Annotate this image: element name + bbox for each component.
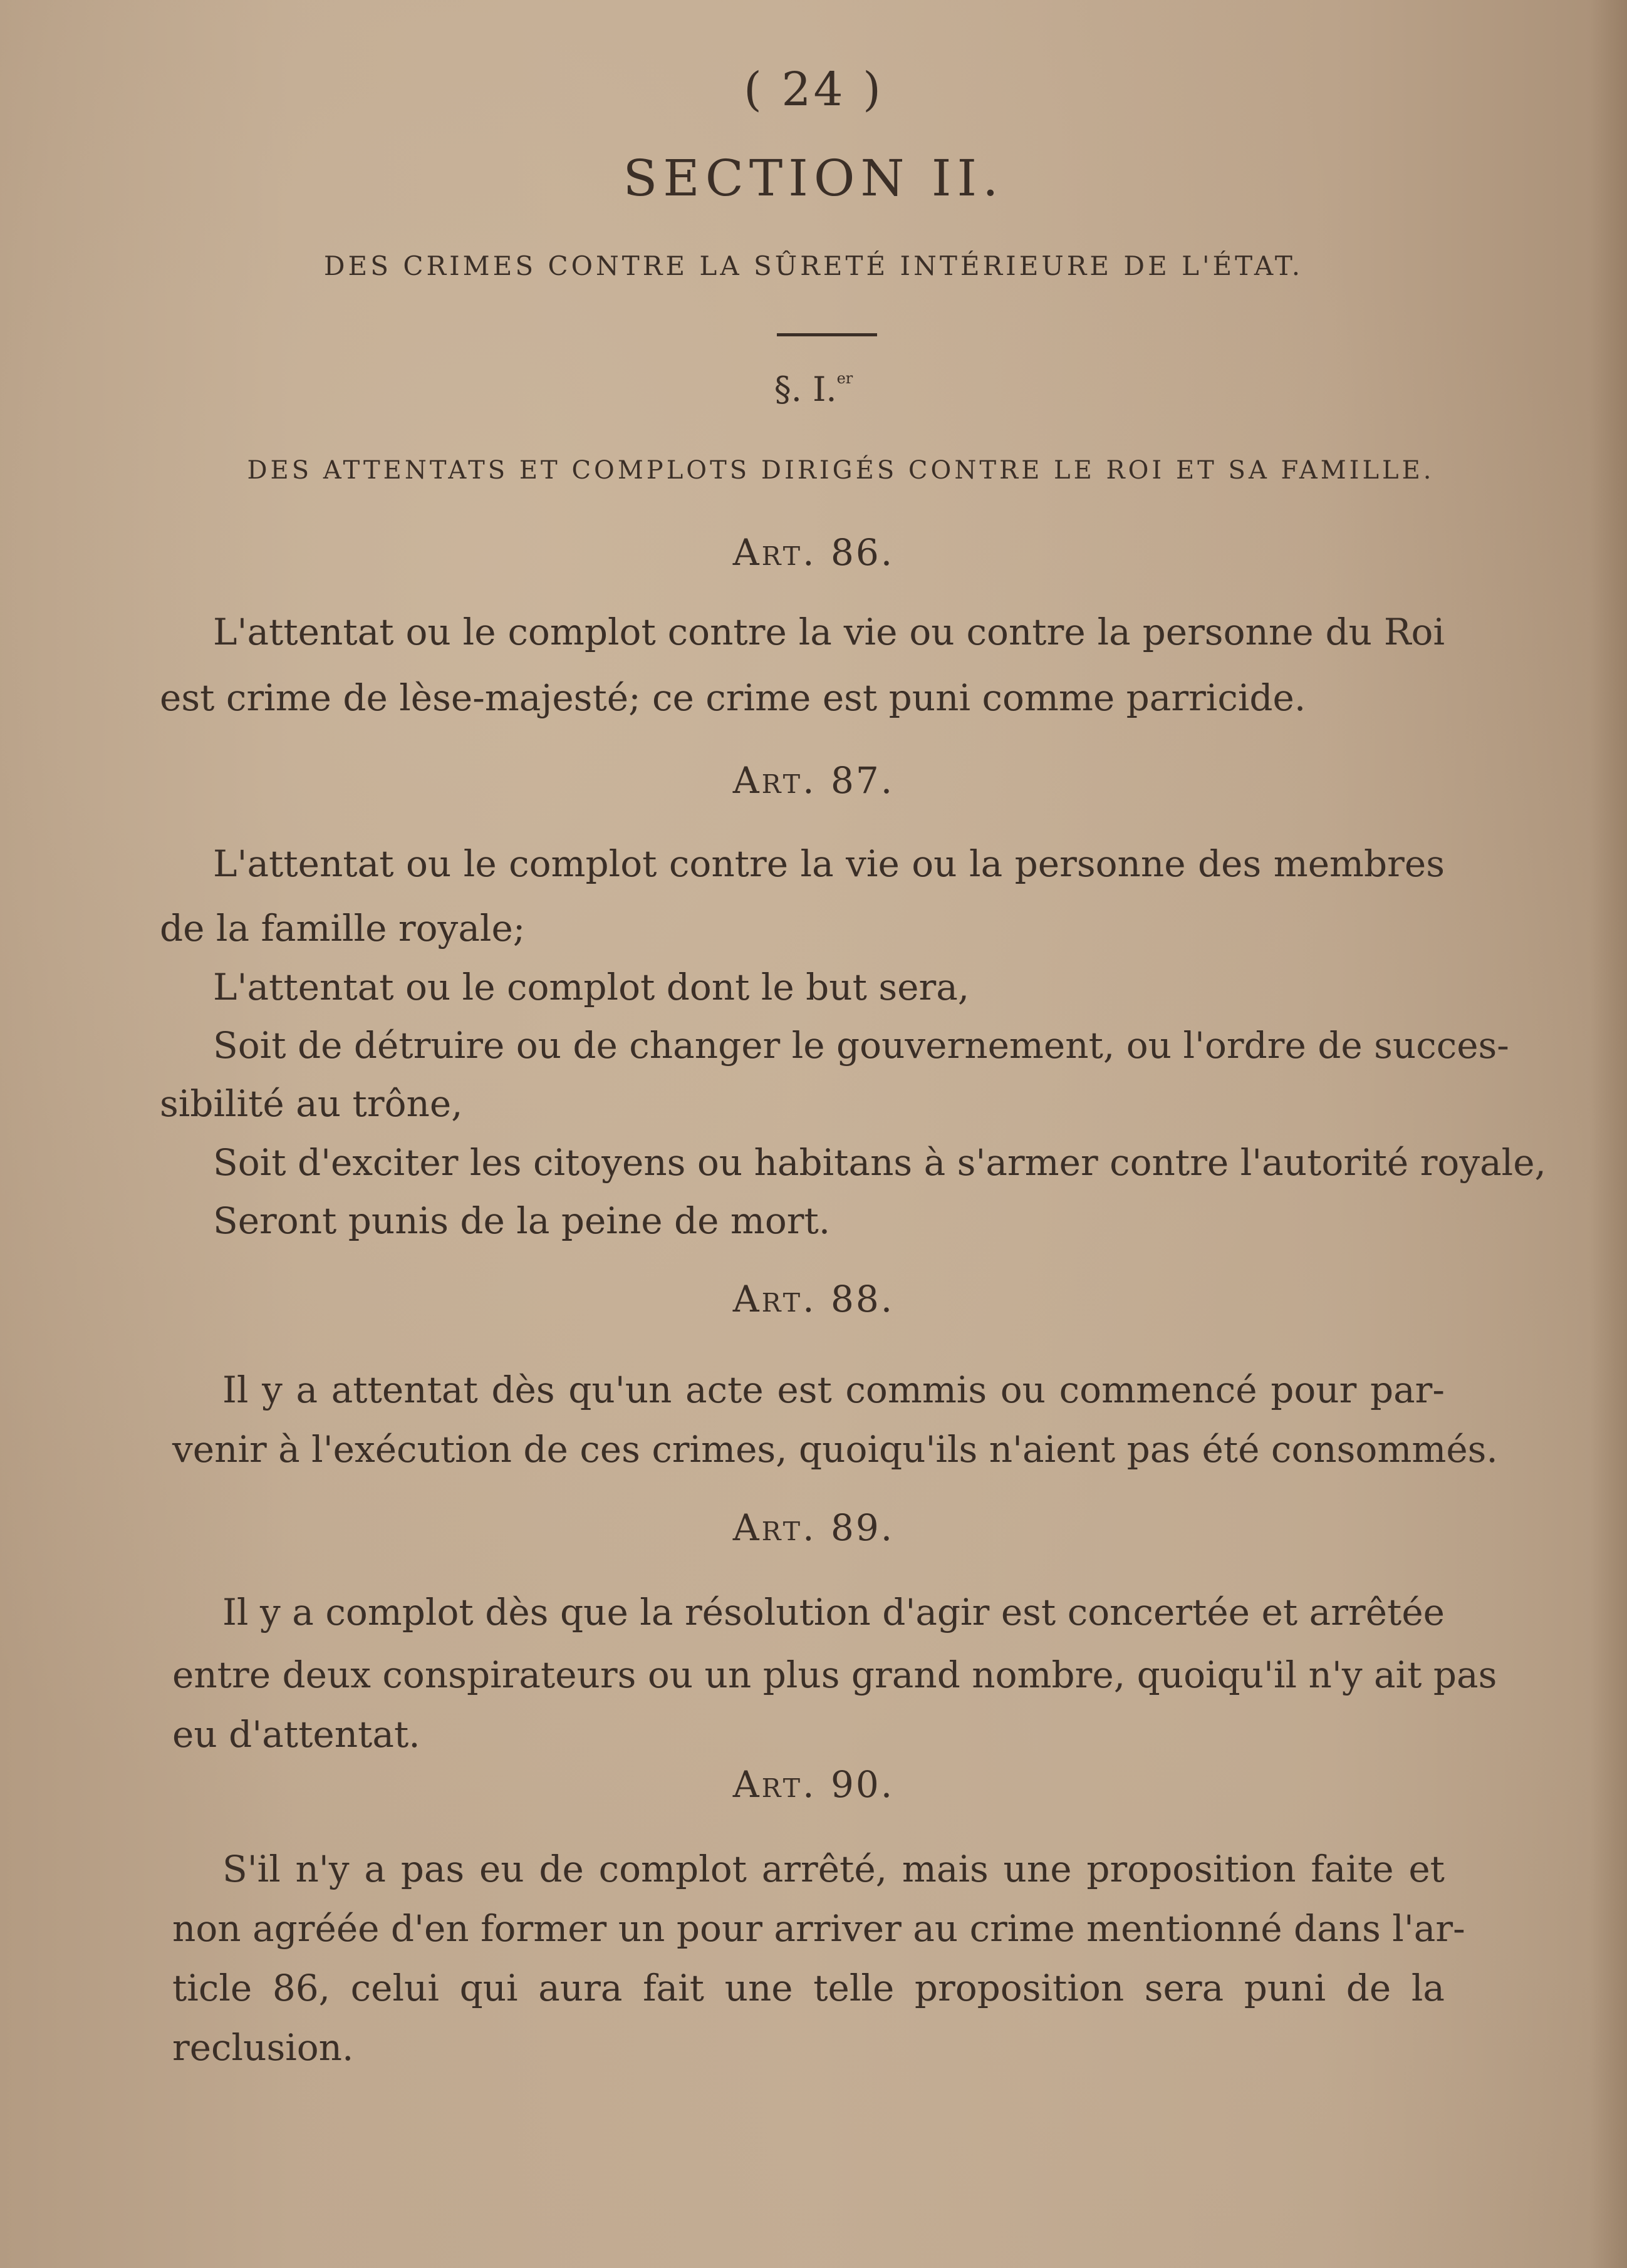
- article-number: 89.: [831, 1506, 895, 1549]
- article-number: 86.: [831, 531, 895, 574]
- section-subtitle: DES CRIMES CONTRE LA SÛRETÉ INTÉRIEURE DE L'ÉTAT.: [323, 251, 1304, 281]
- text-line: Soit d'exciter les citoyens ou habitans à s'armer contre l'autorité royale,: [213, 1141, 1546, 1184]
- paragraph-mark: [0, 370, 1627, 409]
- text-line: L'attentat ou le complot dont le but sera,: [213, 966, 970, 1008]
- article-number: 88.: [831, 1278, 895, 1320]
- text-line: Il y a complot dès que la résolution d'agir est concertée et arrêtée: [222, 1591, 1445, 1634]
- text-line: S'il n'y a pas eu de complot arrêté, mais une proposition faite et: [222, 1848, 1445, 1890]
- section-title: SECTION II.: [623, 149, 1004, 207]
- article-number: 87.: [831, 759, 895, 802]
- article-prefix: Art.: [732, 759, 817, 802]
- text-line: Seront punis de la peine de mort.: [213, 1199, 831, 1242]
- article-heading-89: [0, 1506, 1627, 1549]
- article-prefix: Art.: [732, 531, 817, 574]
- text-line: Soit de détruire ou de changer le gouvernement, ou l'ordre de succes-: [213, 1024, 1509, 1067]
- text-line: est crime de lèse-majesté; ce crime est puni comme parricide.: [160, 676, 1306, 719]
- article-prefix: Art.: [732, 1278, 817, 1320]
- paragraph-mark-sup: er: [836, 370, 853, 387]
- text-line: entre deux conspirateurs ou un plus grand nombre, quoiqu'il n'y ait pas: [172, 1654, 1497, 1696]
- text-line: reclusion.: [172, 2026, 354, 2069]
- text-line: sibilité au trône,: [160, 1082, 463, 1125]
- article-heading-87: [0, 759, 1627, 802]
- article-heading-88: [0, 1278, 1627, 1320]
- text-line: eu d'attentat.: [172, 1713, 420, 1756]
- text-line: ticle 86, celui qui aura fait une telle proposition sera puni de la: [172, 1967, 1445, 2009]
- section-divider: [777, 333, 877, 336]
- article-prefix: Art.: [732, 1763, 817, 1806]
- text-line: Il y a attentat dès qu'un acte est commis ou commencé pour par-: [222, 1369, 1445, 1411]
- article-heading-90: [0, 1763, 1627, 1806]
- text-line: de la famille royale;: [160, 907, 526, 950]
- paragraph-mark-text: §. I.: [774, 370, 837, 409]
- article-heading-86: [0, 531, 1627, 574]
- binding-shadow: [1589, 0, 1627, 2268]
- text-line: L'attentat ou le complot contre la vie ou contre la personne du Roi: [213, 611, 1445, 653]
- text-line: non agréée d'en former un pour arriver au crime mentionné dans l'ar-: [172, 1907, 1465, 1950]
- paragraph-subtitle: DES ATTENTATS ET COMPLOTS DIRIGÉS CONTRE LE ROI ET SA FAMILLE.: [247, 456, 1435, 485]
- article-number: 90.: [831, 1763, 895, 1806]
- article-prefix: Art.: [732, 1506, 817, 1549]
- page-number: ( 24 ): [744, 63, 883, 117]
- text-line: L'attentat ou le complot contre la vie ou la personne des membres: [213, 842, 1445, 885]
- text-line: venir à l'exécution de ces crimes, quoiqu'ils n'aient pas été consommés.: [172, 1428, 1498, 1471]
